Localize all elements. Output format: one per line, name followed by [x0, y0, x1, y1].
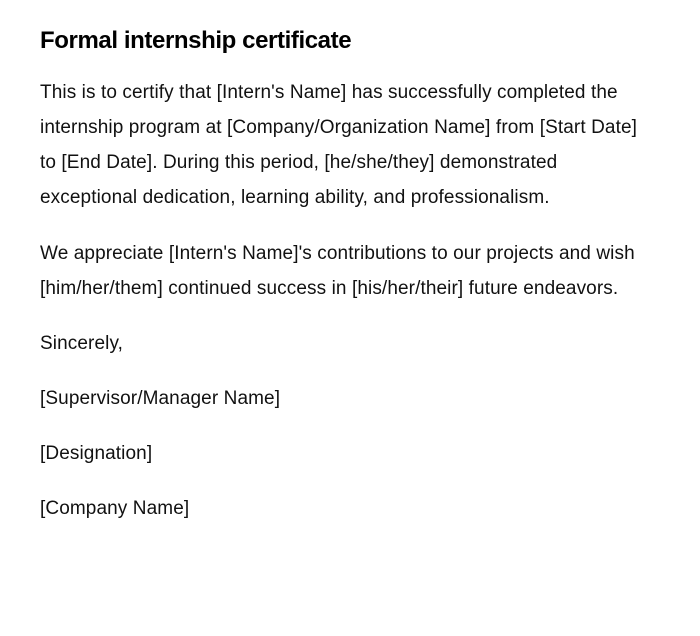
document-title: Formal internship certificate [40, 27, 352, 54]
certification-paragraph: This is to certify that [Intern's Name] has successfully completed the internship program at [Company/Organization Name] from [Start Date] to [End Date]. During this period, [he/she/they] demonstrated exceptional dedication, learning ability, and professionalism. [40, 82, 638, 208]
closing-line: Sincerely, [40, 333, 124, 354]
appreciation-paragraph: We appreciate [Intern's Name]'s contributions to our projects and wish [him/her/them] continued success in [his/her/their] future endeavors. [40, 243, 635, 299]
signatory-name: [Supervisor/Manager Name] [40, 388, 281, 409]
signatory-designation: [Designation] [40, 443, 153, 464]
company-name: [Company Name] [40, 498, 190, 519]
